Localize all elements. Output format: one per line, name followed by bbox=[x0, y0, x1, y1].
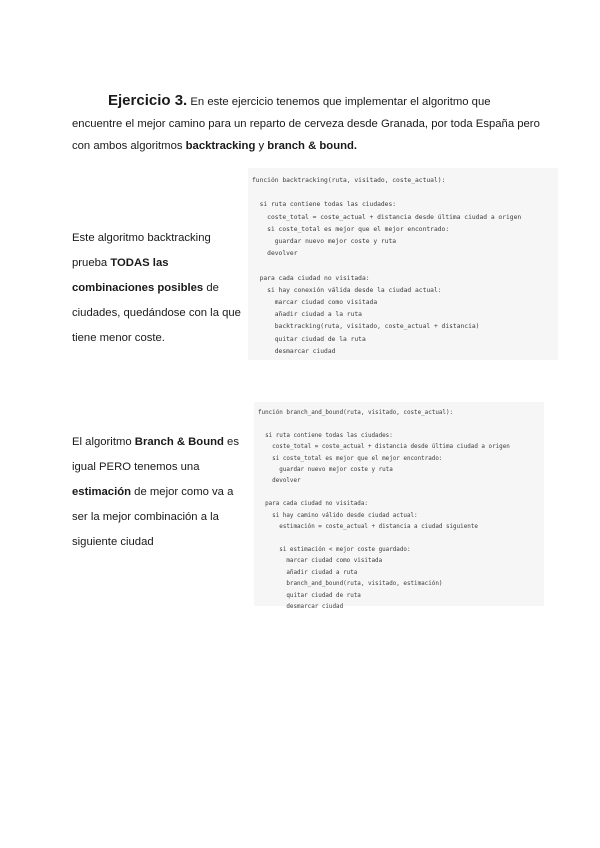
code-line: si coste_total es mejor que el mejor encontrado: bbox=[258, 455, 443, 462]
code-line bbox=[258, 419, 544, 430]
code-line: si hay camino válido desde ciudad actual: bbox=[258, 512, 418, 519]
backtracking-description bbox=[72, 226, 244, 351]
code-line: añadir ciudad a ruta bbox=[258, 569, 358, 576]
code-line: función branch_and_bound(ruta, visitado, coste_actual): bbox=[258, 410, 454, 416]
bt-desc-text-2: de ciudades, quedándose con la que tiene menor coste. bbox=[72, 282, 241, 344]
intro-paragraph bbox=[72, 90, 542, 157]
code-line: si ruta contiene todas las ciudades: bbox=[252, 201, 397, 209]
bb-desc-bold-1: Branch & Bound bbox=[134, 436, 224, 448]
bb-desc-bold-2: estimación bbox=[72, 486, 132, 498]
code-line: guardar nuevo mejor coste y ruta bbox=[252, 238, 397, 246]
code-line: para cada ciudad no visitada: bbox=[252, 274, 370, 282]
code-line: si coste_total es mejor que el mejor encontrado: bbox=[252, 225, 450, 233]
branch-bound-description bbox=[72, 430, 244, 555]
code-line: coste_total = coste_actual + distancia desde última ciudad a origen bbox=[258, 444, 510, 451]
code-line: si hay conexión válida desde la ciudad actual: bbox=[252, 286, 442, 294]
exercise-title: Ejercicio 3. bbox=[108, 92, 188, 109]
code-line: branch_and_bound(ruta, visitado, estimación) bbox=[258, 581, 443, 588]
code-line: función backtracking(ruta, visitado, coste_actual): bbox=[252, 177, 446, 184]
code-line: devolver bbox=[258, 478, 301, 485]
bt-desc-bold: TODAS las combinaciones posibles bbox=[72, 257, 204, 294]
code-line: estimación = coste_actual + distancia a ciudad siguiente bbox=[258, 524, 478, 531]
code-line bbox=[258, 533, 544, 544]
code-line bbox=[252, 187, 558, 199]
code-line: quitar ciudad de ruta bbox=[258, 592, 361, 599]
code-line: quitar ciudad de la ruta bbox=[252, 335, 366, 343]
code-line: coste_total = coste_actual + distancia desde última ciudad a origen bbox=[252, 213, 522, 221]
intro-text-1: En este ejercicio tenemos que implementar el algoritmo que encuentre el mejor camino para un reparto de cerveza desde Granada, por toda España pero con ambos algoritmos bbox=[72, 96, 540, 152]
code-line: marcar ciudad como visitada bbox=[258, 558, 383, 565]
code-line: si ruta contiene todas las ciudades: bbox=[258, 432, 393, 439]
code-line: guardar nuevo mejor coste y ruta bbox=[258, 467, 393, 474]
code-line: desmarcar ciudad bbox=[258, 603, 344, 610]
code-line bbox=[252, 260, 558, 272]
intro-text-2: y bbox=[255, 140, 268, 152]
bt-desc-text-1: Este algoritmo backtracking prueba bbox=[72, 232, 211, 269]
code-line: devolver bbox=[252, 250, 298, 258]
intro-bold-branch-bound: branch & bound. bbox=[267, 140, 358, 152]
code-line: desmarcar ciudad bbox=[252, 347, 336, 355]
intro-bold-backtracking: backtracking bbox=[185, 140, 256, 152]
code-line: backtracking(ruta, visitado, coste_actual + distancia) bbox=[252, 323, 480, 331]
code-line bbox=[258, 488, 544, 499]
code-line: marcar ciudad como visitada bbox=[252, 299, 378, 307]
bb-desc-text-2: es igual PERO tenemos una bbox=[72, 436, 239, 473]
code-line: si estimación < mejor coste guardado: bbox=[258, 546, 411, 553]
code-line: para cada ciudad no visitada: bbox=[258, 501, 368, 508]
backtracking-code-block bbox=[248, 168, 558, 360]
bb-desc-text-3: de mejor como va a ser la mejor combinación a la siguiente ciudad bbox=[72, 486, 234, 548]
branch-bound-code-block bbox=[254, 402, 544, 610]
code-line: añadir ciudad a la ruta bbox=[252, 311, 362, 319]
bb-desc-text-1: El algoritmo bbox=[72, 436, 135, 448]
